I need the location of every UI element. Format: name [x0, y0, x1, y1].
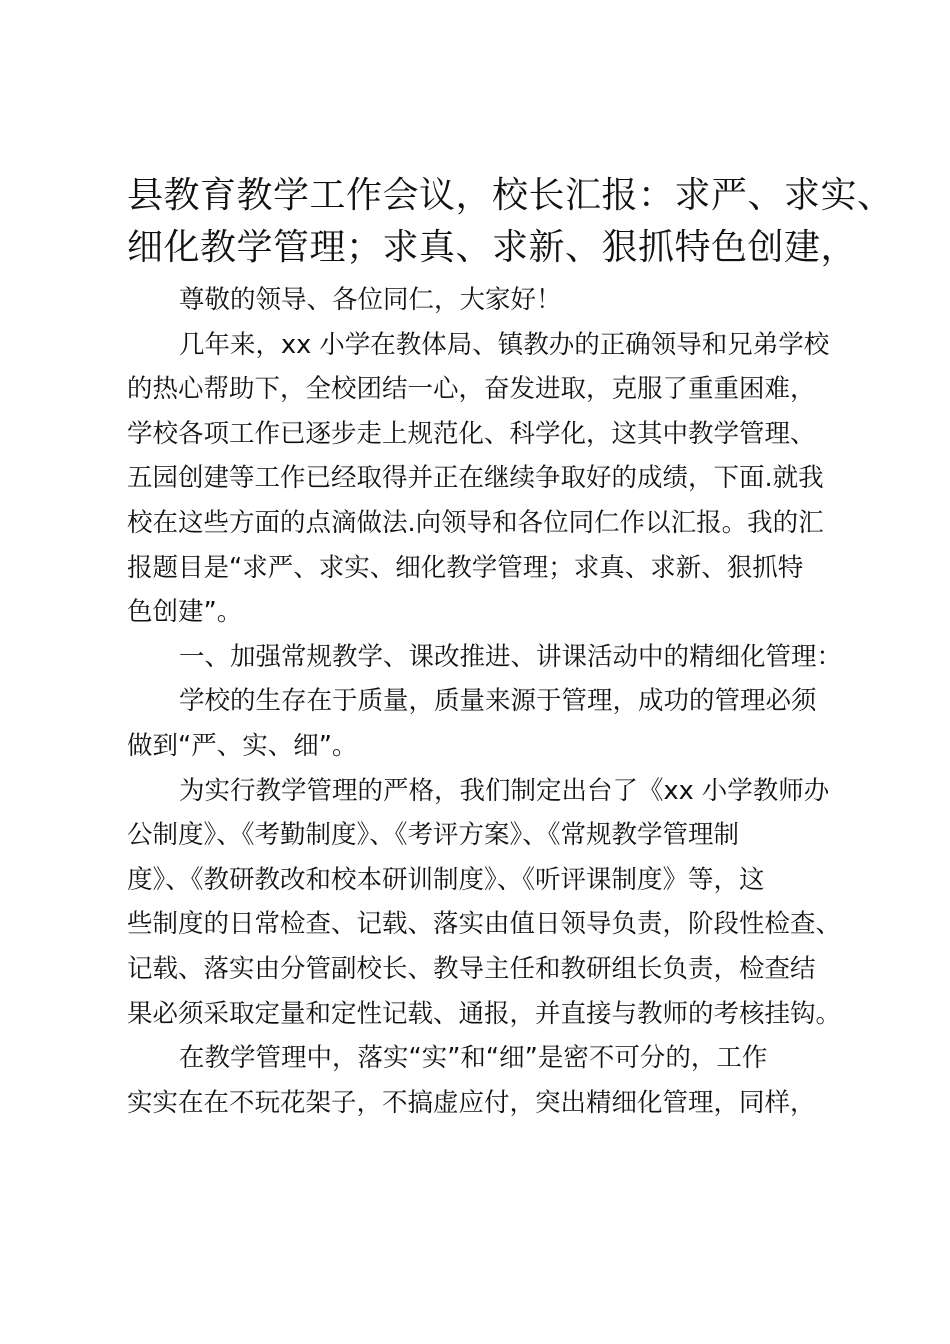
- text-line: 学校的生存在于质量，质量来源于管理，成功的管理必须: [179, 686, 817, 717]
- title-line: 县教育教学工作会议，校长汇报：求严、求实、: [127, 175, 894, 216]
- paragraph-management: [127, 1036, 837, 1125]
- paragraph-quality: [127, 679, 837, 768]
- text-line: 果必须采取定量和定性记载、通报，并直接与教师的考核挂钩。: [127, 998, 842, 1029]
- text-line: 些制度的日常检查、记载、落实由值日领导负责，阶段性检查、: [127, 909, 842, 940]
- text-line: 为实行教学管理的严格，我们制定出台了《xx 小学教师办: [179, 775, 830, 806]
- document-body: [127, 278, 843, 1125]
- text-line: 色创建”。: [127, 597, 243, 628]
- title-line: 细化教学管理；求真、求新、狠抓特色创建，: [127, 227, 858, 268]
- text-line: 校在这些方面的点滴做法.向领导和各位同仁作以汇报。我的汇: [127, 507, 824, 538]
- text-line: 做到“严、实、细”。: [127, 730, 358, 761]
- text-line: 尊敬的领导、各位同仁，大家好！: [179, 285, 562, 315]
- text-line: 记载、落实由分管副校长、教导主任和教研组长负责，检查结: [127, 953, 816, 984]
- text-line: 度》、《教研教改和校本研训制度》、《听评课制度》等，这: [127, 864, 765, 895]
- text-line: 的热心帮助下，全校团结一心，奋发进取，克服了重重困难，: [127, 374, 816, 405]
- text-line: 一、加强常规教学、课改推进、讲课活动中的精细化管理：: [179, 641, 843, 672]
- section-heading-1: [127, 635, 843, 680]
- paragraph-rules: [127, 769, 842, 1037]
- text-line: 几年来，xx 小学在教体局、镇教办的正确领导和兄弟学校: [179, 329, 830, 360]
- paragraph-intro: [127, 323, 837, 635]
- text-line: 学校各项工作已逐步走上规范化、科学化，这其中教学管理、: [127, 418, 816, 449]
- text-line: 五园创建等工作已经取得并正在继续争取好的成绩，下面.就我: [127, 463, 824, 494]
- text-line: 报题目是“求严、求实、细化教学管理；求真、求新、狠抓特: [127, 552, 804, 583]
- text-line: 在教学管理中，落实“实”和“细”是密不可分的，工作: [179, 1043, 768, 1074]
- paragraph-greeting: [127, 278, 837, 323]
- document-title: [127, 170, 894, 274]
- text-line: 公制度》、《考勤制度》、《考评方案》、《常规教学管理制: [127, 820, 740, 851]
- text-line: 实实在在不玩花架子，不搞虚应付，突出精细化管理，同样，: [127, 1087, 816, 1118]
